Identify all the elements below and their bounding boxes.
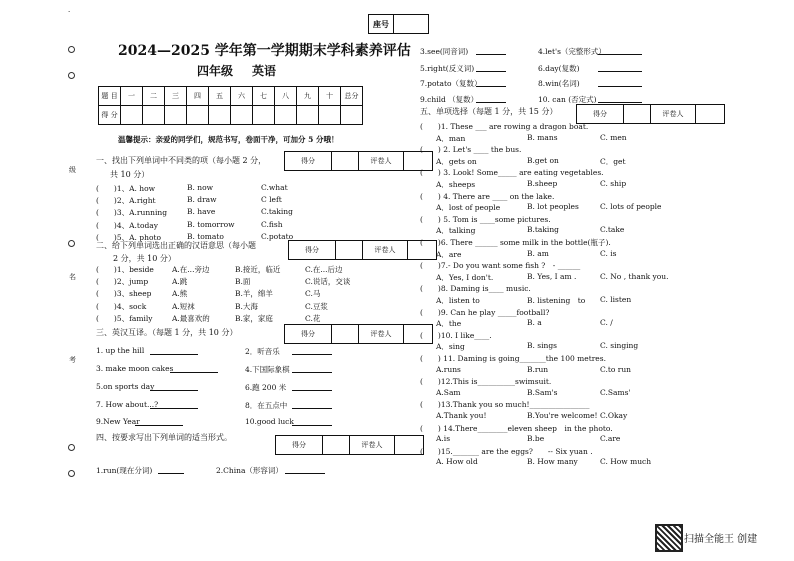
translation-item: 9.New Year <box>96 417 140 426</box>
option-text: B. draw <box>187 195 217 205</box>
word-form-item: 1.run(现在分词) <box>96 466 153 475</box>
mc-option: A．listen to <box>436 295 480 305</box>
translation-item: 8．在五点中 <box>245 401 288 410</box>
seat-number-field[interactable] <box>394 15 429 34</box>
option-text: C.taking <box>261 207 293 217</box>
mc-option: A．talking <box>436 226 476 236</box>
word-form-item: 2.China（形容词） <box>216 466 283 475</box>
mc-option: B. am <box>527 248 549 258</box>
option-text: B. have <box>187 207 216 217</box>
section-2-title-cont: 2 分，共 10 分） <box>113 254 176 263</box>
option-text: B. now <box>187 183 214 192</box>
option-text: B.羊，绵羊 <box>235 289 273 299</box>
mc-option: C. How much <box>600 457 652 467</box>
option-text: C.potato <box>261 231 294 241</box>
mc-option: B. Yes, I am . <box>527 271 577 281</box>
grader-box-2: 得分 评卷人 <box>288 240 437 260</box>
mc-option: C. singing <box>600 341 639 351</box>
mc-question: ( )12.This is__________swimsuit. <box>420 377 552 387</box>
grade-label: 四年级 <box>197 64 234 78</box>
translation-item: 1. up the hill <box>96 346 145 355</box>
mc-option: B. a <box>527 318 542 328</box>
question-item: ( )2、A.right <box>96 196 156 206</box>
option-text: B. tomorrow <box>187 219 235 229</box>
binding-hole <box>68 46 75 53</box>
score-table: 题 目 一 二 三 四 五 六 七 八 九 十 总分 得 分 <box>98 86 363 125</box>
mc-option: A．are <box>436 249 462 259</box>
section-5-title: 五、单项选择（每题 1 分，共 15 分） <box>420 107 558 116</box>
answer-blank[interactable] <box>292 425 332 426</box>
section-4-title: 四、按要求写出下列单词的适当形式。 <box>96 433 232 442</box>
tip-text: 温馨提示：亲爱的同学们，规范书写，卷面干净，可加分 5 分哦！ <box>118 135 339 144</box>
mc-question: ( )8. Daming is____ music. <box>420 284 531 294</box>
mc-option: B. How many <box>527 457 578 467</box>
answer-blank[interactable] <box>598 54 642 55</box>
section-1-title-cont: 共 10 分） <box>110 170 150 179</box>
question-item: ( )3、A.running <box>96 208 168 218</box>
mc-question: ( )7.- Do you want some fish ? - ______ <box>420 261 581 271</box>
qr-code-icon <box>655 524 683 552</box>
mc-question: ( )10. I like____. <box>420 330 492 340</box>
mc-option: B.You're welcome! <box>527 410 598 420</box>
binding-hole <box>68 470 75 477</box>
word-form-item: 3.see(同音词) <box>420 47 469 56</box>
translation-item: 3. make moon cakes <box>96 364 174 373</box>
seat-number-box <box>368 14 429 34</box>
mc-option: C．get <box>600 156 626 166</box>
translation-item: 4.下国际象棋 <box>245 365 290 374</box>
translation-item: 7. How about...? <box>96 400 159 409</box>
answer-blank[interactable] <box>598 102 642 103</box>
question-item: ( )4、A.today <box>96 220 158 230</box>
mc-question: ( ) 3. Look! Some_____ are eating vegetables. <box>420 168 604 178</box>
mc-option: B.taking <box>527 225 559 235</box>
mc-option: A．sheeps <box>436 179 476 189</box>
question-item: ( )4、sock <box>96 301 147 311</box>
binding-label: 考 <box>69 356 76 364</box>
answer-blank[interactable] <box>292 390 332 391</box>
mc-option: B.get on <box>527 155 559 165</box>
mc-option: A．man <box>436 133 466 143</box>
binding-label: 名 <box>69 273 76 281</box>
mc-option: A．the <box>436 319 462 329</box>
answer-blank[interactable] <box>150 408 198 409</box>
mc-option: A．lost of people <box>436 203 501 213</box>
answer-blank[interactable] <box>170 372 218 373</box>
question-item: ( )5、A. photo <box>96 232 161 242</box>
mc-option: C.Okay <box>600 410 628 420</box>
answer-blank[interactable] <box>476 71 506 72</box>
answer-blank[interactable] <box>292 372 332 373</box>
mc-question: ( )6. There ______ some milk in the bottle(瓶子). <box>420 238 611 247</box>
seat-label: 座号 <box>369 15 394 34</box>
word-form-item: 8.win(名词) <box>538 79 580 88</box>
option-text: C.说话，交谈 <box>305 277 351 287</box>
binding-label: 级 <box>69 166 76 174</box>
option-text: C.马 <box>305 289 321 299</box>
question-item: ( )1、A. how <box>96 184 156 193</box>
mc-question: ( ) 4. There are ____ on the lake. <box>420 191 555 201</box>
mc-question: ( )1. These ___ are rowing a dragon boat. <box>420 122 589 131</box>
answer-blank[interactable] <box>476 86 506 87</box>
answer-blank[interactable] <box>292 354 332 355</box>
word-form-item: 4.let's（完整形式） <box>538 47 606 56</box>
mc-option: A.Sam <box>436 387 461 397</box>
option-text: C.在...后边 <box>305 265 343 274</box>
answer-blank[interactable] <box>476 102 506 103</box>
grader-box-5: 得分 评卷人 <box>576 104 725 124</box>
mc-option: C. lots of people <box>600 202 662 212</box>
option-text: C.what <box>261 183 288 192</box>
option-text: A.熊 <box>172 289 188 299</box>
question-item: ( )3、sheep <box>96 289 152 299</box>
answer-blank[interactable] <box>135 425 183 426</box>
question-item: ( )2、jump <box>96 277 149 287</box>
mc-option: B.be <box>527 434 545 444</box>
option-text: A.短袜 <box>172 301 195 311</box>
question-item: ( )1、beside <box>96 265 154 274</box>
mc-option: C. men <box>600 132 627 142</box>
mc-option: B. sings <box>527 341 558 351</box>
answer-blank[interactable] <box>598 86 642 87</box>
mc-question: ( ) 14.There________eleven sheep in the photo. <box>420 423 613 433</box>
mc-option: A．Yes, I don't. <box>436 272 494 282</box>
mc-option: C. ship <box>600 178 627 188</box>
mc-option: C. No , thank you. <box>600 271 669 281</box>
mc-option: B. listening to <box>527 295 586 305</box>
option-text: B.大海 <box>235 301 258 311</box>
mc-question: ( ) 2. Let's ____ the bus. <box>420 145 522 155</box>
answer-blank[interactable] <box>292 408 332 409</box>
option-text: B.家，家庭 <box>235 313 273 323</box>
mc-option: B.run <box>527 364 549 374</box>
mc-option: A. How old <box>436 457 478 467</box>
option-text: C left <box>261 195 282 205</box>
mc-option: C. listen <box>600 294 632 304</box>
section-3-title: 三、英汉互译。（每题 1 分，共 10 分） <box>96 328 238 337</box>
mc-question: ( ) 5. Tom is ____some pictures. <box>420 214 551 224</box>
answer-blank[interactable] <box>285 473 325 474</box>
binding-hole <box>68 72 75 79</box>
mc-option: B.Sam's <box>527 387 558 397</box>
mc-option: B. mans <box>527 132 558 142</box>
mc-question: ( )13.Thank you so much!________________ <box>420 400 590 410</box>
translation-item: 6.跑 200 米 <box>245 383 287 392</box>
mc-option: C. is <box>600 248 617 258</box>
mc-option: C. / <box>600 318 613 328</box>
binding-margin: · 级 名 考 <box>0 0 80 561</box>
section-1-title: 一、找出下列单词中不同类的项（每小题 2 分， <box>96 156 267 165</box>
answer-blank[interactable] <box>476 54 506 55</box>
mc-option: A．gets on <box>436 156 477 166</box>
question-item: ( )5、family <box>96 313 153 323</box>
answer-blank[interactable] <box>150 390 198 391</box>
option-text: C.豆浆 <box>305 301 328 311</box>
option-text: B. tomato <box>187 231 224 241</box>
option-text: B.面 <box>235 277 251 287</box>
grader-box-4: 得分 评卷人 <box>275 435 424 455</box>
option-text: A.在...旁边 <box>172 265 210 274</box>
option-text: B.接近，临近 <box>235 265 281 274</box>
translation-item: 2．听音乐 <box>245 347 280 356</box>
word-form-item: 10. can (否定式) <box>538 95 597 104</box>
mc-option: C.Sams' <box>600 387 631 397</box>
mc-option: A.Thank you! <box>436 410 487 420</box>
answer-blank[interactable] <box>598 71 642 72</box>
option-text: A.最喜欢的 <box>172 313 210 323</box>
word-form-item: 6.day(复数) <box>538 64 580 73</box>
scanner-watermark: 扫描全能王 创建 <box>684 534 758 545</box>
word-form-item: 7.potato（复数） <box>420 79 482 88</box>
subject-label: 英语 <box>252 64 277 78</box>
answer-blank[interactable] <box>150 354 198 355</box>
translation-item: 5.on sports day <box>96 382 155 391</box>
grader-box-1: 得分 评卷人 <box>284 151 433 171</box>
grader-box-3: 得分 评卷人 <box>284 324 433 344</box>
mc-option: B.sheep <box>527 178 558 188</box>
option-text: C.fish <box>261 219 283 229</box>
mc-option: C.to run <box>600 364 632 374</box>
word-form-item: 5.right(反义词) <box>420 64 475 73</box>
mc-option: A．sing <box>436 342 465 352</box>
mc-option: A.is <box>436 434 451 444</box>
mc-question: ( )9. Can he play _____football? <box>420 307 550 317</box>
answer-blank[interactable] <box>158 473 184 474</box>
word-form-item: 9.child （复数） <box>420 95 479 104</box>
mc-option: B. lot peoples <box>527 202 579 212</box>
binding-hole <box>68 240 75 247</box>
mc-option: A.runs <box>436 364 461 374</box>
binding-hole <box>68 444 75 451</box>
mc-option: C.take <box>600 225 625 235</box>
page-title: 2024—2025 学年第一学期期末学科素养评估 <box>118 43 411 59</box>
mc-question: ( ) 11. Daming is going_______the 100 metres. <box>420 354 606 363</box>
translation-item: 10.good luck <box>245 417 294 426</box>
mc-question: ( )15._______ are the eggs? -- Six yuan . <box>420 446 593 456</box>
option-text: C.花 <box>305 313 321 323</box>
option-text: A.跳 <box>172 277 188 287</box>
mc-option: C.are <box>600 434 621 444</box>
section-2-title: 二、给下列单词选出正确的汉语意思（每小题 <box>96 241 256 250</box>
